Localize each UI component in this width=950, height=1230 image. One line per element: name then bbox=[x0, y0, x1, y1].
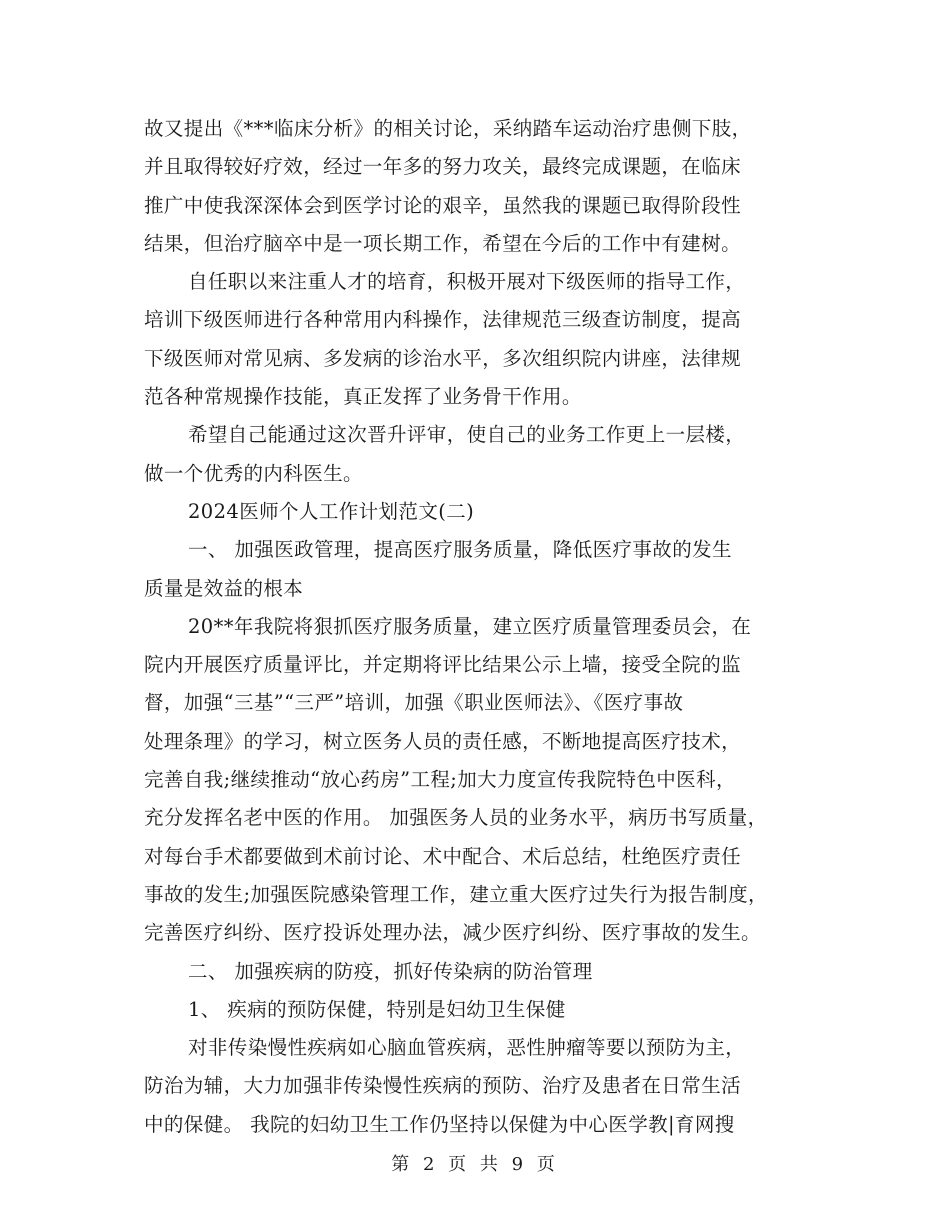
text-line: 防治为辅，大力加强非传染慢性疾病的预防、治疗及患者在日常生活 bbox=[144, 1074, 742, 1098]
text-line: 并且取得较好疗效，经过一年多的努力攻关，最终完成课题，在临床 bbox=[144, 155, 742, 179]
text-line: 推广中使我深深体会到医学讨论的艰辛，虽然我的课题已取得阶段性 bbox=[144, 193, 742, 217]
section-heading-2: 二、 加强疾病的防疫，抓好传染病的防治管理 bbox=[188, 959, 593, 983]
text-line: 质量是效益的根本 bbox=[144, 576, 304, 600]
text-line: 做一个优秀的内科医生。 bbox=[144, 461, 363, 485]
paragraph-start-line: 自任职以来注重人才的培育，积极开展对下级医师的指导工作， bbox=[188, 270, 746, 294]
text-line: 范各种常规操作技能，真正发挥了业务骨干作用。 bbox=[144, 385, 582, 409]
document-body bbox=[144, 110, 824, 1144]
text-line: 对每台手术都要做到术前讨论、术中配合、术后总结，杜绝医疗责任 bbox=[144, 844, 742, 868]
text-line: 下级医师对常见病、多发病的诊治水平，多次组织院内讲座，法律规 bbox=[144, 346, 742, 370]
text-line: 处理条理》的学习，树立医务人员的责任感，不断地提高医疗技术， bbox=[144, 729, 742, 753]
text-line: 完善医疗纠纷、医疗投诉处理办法，减少医疗纠纷、医疗事故的发生。 bbox=[144, 921, 761, 945]
text-line: 院内开展医疗质量评比，并定期将评比结果公示上墙，接受全院的监 bbox=[144, 653, 742, 677]
text-line: 充分发挥名老中医的作用。 加强医务人员的业务水平，病历书写质量， bbox=[144, 806, 768, 830]
section-heading-1: 一、 加强医政管理，提高医疗服务质量，降低医疗事故的发生 bbox=[188, 538, 732, 562]
paragraph-start-line: 对非传染慢性疾病如心脑血管疾病，恶性肿瘤等要以预防为主， bbox=[188, 1036, 746, 1060]
text-line: 事故的发生;加强医院感染管理工作，建立重大医疗过失行为报告制度， bbox=[144, 882, 768, 906]
page-number-footer: 第 2 页 共 9 页 bbox=[391, 1154, 559, 1175]
text-line: 中的保健。 我院的妇幼卫生工作仍坚持以保健为中心医学教|育网搜 bbox=[144, 1112, 735, 1136]
section-title: 2024医师个人工作计划范文(二) bbox=[188, 499, 475, 523]
paragraph-start-line: 20**年我院将狠抓医疗服务质量，建立医疗质量管理委员会，在 bbox=[188, 614, 752, 638]
text-line: 完善自我;继续推动“放心药房”工程;加大力度宣传我院特色中医科， bbox=[144, 768, 736, 792]
text-line: 培训下级医师进行各种常用内科操作，法律规范三级查访制度，提高 bbox=[144, 308, 742, 332]
text-line: 结果，但治疗脑卒中是一项长期工作，希望在今后的工作中有建树。 bbox=[144, 231, 742, 255]
text-line: 故又提出《***临床分析》的相关讨论，采纳踏车运动治疗患侧下肢， bbox=[144, 117, 752, 140]
subsection-heading-1: 1、 疾病的预防保健，特别是妇幼卫生保健 bbox=[188, 997, 566, 1021]
paragraph-start-line: 希望自己能通过这次晋升评审，使自己的业务工作更上一层楼， bbox=[188, 423, 746, 447]
text-line: 督，加强“三基”“三严”培训，加强《职业医师法》、《医疗事故 bbox=[144, 691, 684, 715]
